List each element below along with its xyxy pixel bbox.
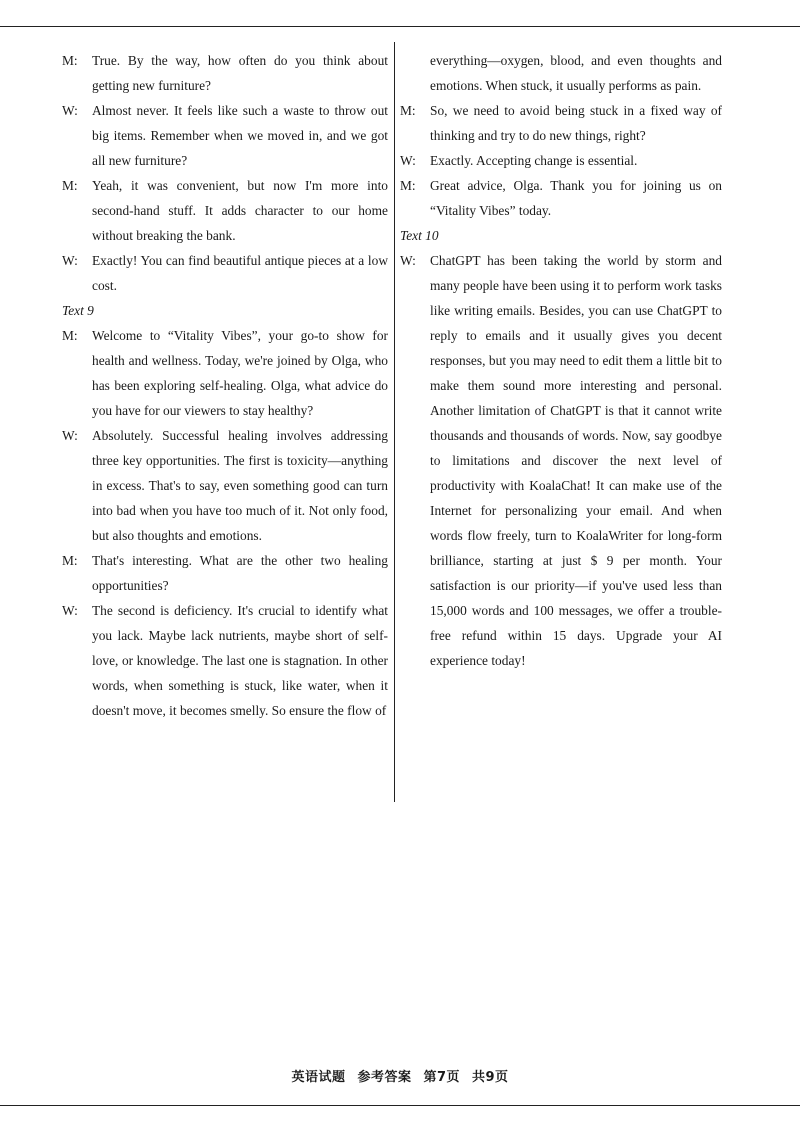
dialogue-turn <box>62 323 388 423</box>
dialogue-text: True. By the way, how often do you think about getting new furniture? <box>92 53 388 93</box>
dialogue-turn <box>62 48 388 98</box>
speaker-label: W: <box>400 253 416 268</box>
dialogue-text: Exactly! You can find beautiful antique pieces at a low cost. <box>92 253 388 293</box>
dialogue-turn <box>62 423 388 548</box>
speaker-label: W: <box>62 428 78 443</box>
bottom-rule <box>0 1105 800 1106</box>
speaker-label: M: <box>62 178 78 193</box>
dialogue-turn <box>400 173 722 223</box>
speaker-label: W: <box>62 253 78 268</box>
speaker-label: W: <box>62 603 78 618</box>
footer-answer-label: 参考答案 <box>357 1070 412 1085</box>
dialogue-text: Great advice, Olga. Thank you for joining us on “Vitality Vibes” today. <box>430 178 722 218</box>
top-rule <box>0 26 800 27</box>
dialogue-turn <box>62 173 388 248</box>
dialogue-text: So, we need to avoid being stuck in a fixed way of thinking and try to do new things, right? <box>430 103 722 143</box>
speaker-label: M: <box>62 553 78 568</box>
dialogue-text: Almost never. It feels like such a waste to throw out big items. Remember when we moved in, and we got all new furniture? <box>92 103 388 168</box>
dialogue-text: Welcome to “Vitality Vibes”, your go-to show for health and wellness. Today, we're joined by Olga, who has been exploring self-healing. Olga, what advice do you have for our viewers to stay healthy? <box>92 328 388 418</box>
column-divider <box>394 42 395 802</box>
dialogue-text: Absolutely. Successful healing involves addressing three key opportunities. The first is toxicity—anything in excess. That's to say, even something good can turn into bad when you have too much of it. Not only food, but also thoughts and emotions. <box>92 428 388 543</box>
dialogue-turn <box>62 248 388 298</box>
speaker-label: M: <box>62 328 78 343</box>
right-column <box>400 48 722 673</box>
speaker-label: M: <box>400 103 416 118</box>
speaker-label: W: <box>400 153 416 168</box>
footer-subject: 英语试题 <box>291 1070 346 1085</box>
speaker-label: M: <box>400 178 416 193</box>
dialogue-text: everything—oxygen, blood, and even thoughts and emotions. When stuck, it usually performs as pain. <box>430 53 722 93</box>
dialogue-text: Exactly. Accepting change is essential. <box>430 153 638 168</box>
dialogue-turn <box>62 598 388 723</box>
dialogue-text: ChatGPT has been taking the world by storm and many people have been using it to perform work tasks like writing emails. Besides, you can use ChatGPT to reply to emails and it usually gives you decent responses, but you may need to edit them a little bit to make them sound more interesting and personal. Another limitation of ChatGPT is that it cannot write thousands and thousands of words. Now, say goodbye to limitations and discover the next level of productivity with KoalaChat! It can make use of the Internet for personalizing your email. And when words flow freely, turn to KoalaWriter for long-form brilliance, starting at just $ 9 per month. Your satisfaction is our priority—if you've used less than 15,000 words and 100 messages, we offer a trouble-free refund within 15 days. Upgrade your AI experience today! <box>430 253 722 668</box>
dialogue-turn <box>62 548 388 598</box>
dialogue-turn <box>62 98 388 173</box>
dialogue-turn <box>400 248 722 673</box>
footer-page-total: 共9页 <box>472 1070 509 1085</box>
dialogue-turn <box>400 148 722 173</box>
dialogue-continuation <box>400 48 722 98</box>
dialogue-text: Yeah, it was convenient, but now I'm more into second-hand stuff. It adds character to our home without breaking the bank. <box>92 178 388 243</box>
speaker-label: M: <box>62 53 78 68</box>
speaker-label: W: <box>62 103 78 118</box>
text-9-heading: Text 9 <box>62 303 94 318</box>
dialogue-text: That's interesting. What are the other two healing opportunities? <box>92 553 388 593</box>
page-footer <box>0 1066 800 1085</box>
footer-page-number: 第7页 <box>423 1070 461 1085</box>
text-10-heading: Text 10 <box>400 228 439 243</box>
left-column <box>62 48 388 723</box>
dialogue-turn <box>400 98 722 148</box>
dialogue-text: The second is deficiency. It's crucial to identify what you lack. Maybe lack nutrients, maybe short of self-love, or knowledge. The last one is stagnation. In other words, when something is stuck, like water, when it doesn't move, it becomes smelly. So ensure the flow of <box>92 603 388 718</box>
